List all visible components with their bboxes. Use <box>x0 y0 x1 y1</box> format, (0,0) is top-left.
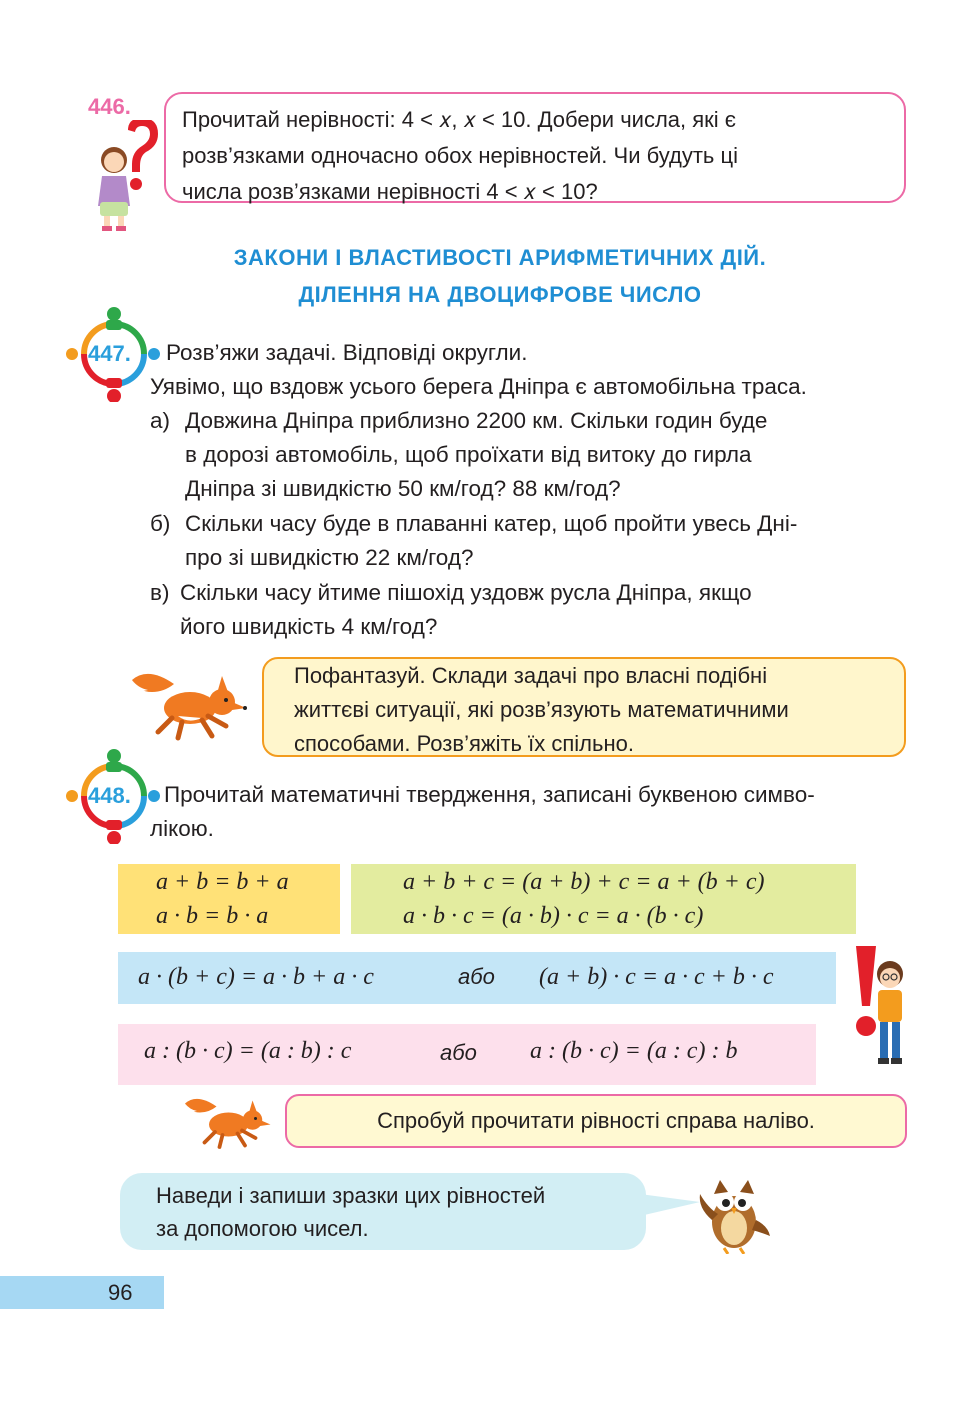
associative-laws-box <box>351 864 856 934</box>
fantasy-line-2: життєві ситуації, які розв’язують математичними <box>294 697 789 722</box>
section-heading-line-2: ДІЛЕННЯ НА ДВОЦИФРОВЕ ЧИСЛО <box>298 282 702 307</box>
task-448-number: 448. <box>88 783 131 808</box>
task-448-line-1: Прочитай математичні твердження, записані буквеною симво- <box>164 782 815 807</box>
task-446-line-1: Прочитай нерівності: 4 < 𝑥, 𝑥 < 10. Добери числа, які є <box>182 107 737 132</box>
section-heading-line-1: ЗАКОНИ І ВЛАСТИВОСТІ АРИФМЕТИЧНИХ ДІЙ. <box>233 245 767 270</box>
task-446-number: 446. <box>88 94 131 119</box>
task-447-number: 447. <box>88 341 131 366</box>
task-447-item-b <box>150 507 908 575</box>
formula-distributive-left: a · (b + c) = a · b + a · c <box>138 964 374 990</box>
item-line: в дорозі автомобіль, щоб проїхати від витоку до гирла <box>185 442 752 467</box>
distributive-law-box <box>118 952 836 1004</box>
read-right-to-left-box: Спробуй прочитати рівності справа наліво. <box>285 1094 907 1148</box>
formula-distributive-right: (a + b) · c = a · c + b · c <box>539 964 774 990</box>
formula-multiplication-associative: a · b · c = (a · b) · c = a · (b · c) <box>403 903 704 929</box>
formula-multiplication-commutative: a · b = b · a <box>156 903 269 929</box>
formula-division-left: a : (b · c) = (a : b) : c <box>144 1038 352 1064</box>
task-447-item-a <box>150 404 908 506</box>
commutative-laws-box <box>118 864 340 934</box>
task-447-intro: Уявімо, що вздовж усього берега Дніпра є автомобільна траса. <box>150 374 807 399</box>
fantasy-line-1: Пофантазуй. Склади задачі про власні подібні <box>294 663 768 688</box>
or-label: або <box>440 1040 477 1065</box>
owl-illustration <box>694 1174 774 1254</box>
task-447-item-c <box>150 576 908 644</box>
item-line: Скільки часу йтиме пішохід уздовж русла Дніпра, якщо <box>180 580 752 605</box>
formula-division-right: a : (b · c) = (a : c) : b <box>530 1038 738 1064</box>
task-446-box <box>164 92 906 203</box>
item-line: Дніпра зі швидкістю 50 км/год? 88 км/год? <box>185 476 621 501</box>
task-446-line-2: розв’язками одночасно обох нерівностей. Чи будуть ці <box>182 143 738 168</box>
page-number-bar <box>0 1276 164 1309</box>
fox-illustration <box>178 1090 276 1150</box>
boy-exclamation-illustration <box>846 944 914 1070</box>
item-line: Довжина Дніпра приблизно 2200 км. Скільки годин буде <box>185 408 768 433</box>
task-447-instruction: Розв’яжи задачі. Відповіді округли. <box>166 340 528 365</box>
task-446-line-3: числа розв’язками нерівності 4 < 𝑥 < 10? <box>182 179 598 204</box>
task-448-line-2: лікою. <box>150 816 214 841</box>
owl-speech-bubble <box>120 1173 646 1250</box>
owl-line-1: Наведи і запиши зразки цих рівностей <box>156 1183 546 1208</box>
girl-question-illustration <box>92 120 164 232</box>
item-line: Скільки часу буде в плаванні катер, щоб пройти увесь Дні- <box>185 511 798 536</box>
item-line: його швидкість 4 км/год? <box>180 614 438 639</box>
item-label: б) <box>150 511 171 536</box>
fantasy-line-3: способами. Розв’яжіть їх спільно. <box>294 731 634 756</box>
or-label: або <box>458 964 495 989</box>
page-number: 96 <box>108 1280 133 1305</box>
item-line: про зі швидкістю 22 км/год? <box>185 545 474 570</box>
speech-bubble-tail <box>640 1190 700 1220</box>
fox-illustration <box>128 662 248 742</box>
formula-addition-commutative: a + b = b + a <box>156 869 289 895</box>
item-label: в) <box>150 580 170 605</box>
fantasy-box <box>262 657 906 757</box>
item-label: а) <box>150 408 171 433</box>
owl-line-2: за допомогою чисел. <box>156 1216 369 1241</box>
formula-addition-associative: a + b + c = (a + b) + c = a + (b + c) <box>403 869 765 895</box>
division-rules-box <box>118 1024 816 1085</box>
